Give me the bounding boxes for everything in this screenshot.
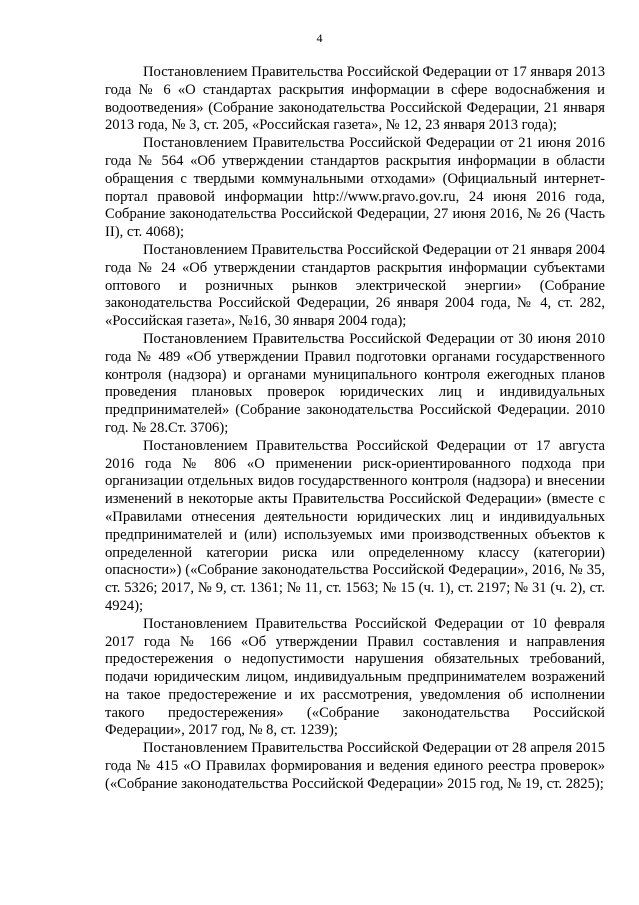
- paragraph-decree-564-2016: Постановлением Правительства Российской Федерации от 21 июня 2016 года № 564 «Об утверждении стандартов раскрытия информации в области обращения с твердыми коммунальными отходами» (Официальный интернет-портал правовой информации http://www.pravo.gov.ru, 24 июня 2016 года, Собрание законодательства Российской Федерации, 27 июня 2016, № 26 (Часть II), ст. 4068);: [105, 135, 605, 241]
- paragraph-decree-806-2016: Постановлением Правительства Российской Федерации от 17 августа 2016 года № 806 «О применении риск-ориентированного подхода при организации отдельных видов государственного контроля (надзора) и внесении изменений в некоторые акты Правительства Российской Федерации» (вместе с «Правилами отнесения деятельности юридических лиц и индивидуальных предпринимателей и (или) используемых ими производственных объектов к определенной категории риска или определенному классу (категории) опасности») («Собрание законодательства Российской Федерации», 2016, № 35, ст. 5326; 2017, № 9, ст. 1361; № 11, ст. 1563; № 15 (ч. 1), ст. 2197; № 31 (ч. 2), ст. 4924);: [105, 437, 605, 614]
- paragraph-decree-24-2004: Постановлением Правительства Российской Федерации от 21 января 2004 года № 24 «Об утверждении стандартов раскрытия информации субъектами оптового и розничных рынков электрической энергии» (Собрание законодательства Российской Федерации, 26 января 2004 года, № 4, ст. 282, «Российская газета», №16, 30 января 2004 года);: [105, 241, 605, 330]
- paragraph-decree-489-2010: Постановлением Правительства Российской Федерации от 30 июня 2010 года № 489 «Об утверждении Правил подготовки органами государственного контроля (надзора) и органами муниципального контроля ежегодных планов проведения плановых проверок юридических лиц и индивидуальных предпринимателей» (Собрание законодательства Российской Федерации. 2010 год. № 28.Ст. 3706);: [105, 330, 605, 436]
- page-number: 4: [316, 31, 323, 45]
- document-body: [105, 64, 605, 794]
- paragraph-decree-166-2017: Постановлением Правительства Российской Федерации от 10 февраля 2017 года № 166 «Об утверждении Правил составления и направления предостережения о недопустимости нарушения обязательных требований, подачи юридическим лицом, индивидуальным предпринимателем возражений на такое предостережение и их рассмотрения, уведомления об исполнении такого предостережения» («Собрание законодательства Российской Федерации», 2017 год, № 8, ст. 1239);: [105, 615, 605, 739]
- paragraph-decree-6-2013: Постановлением Правительства Российской Федерации от 17 января 2013 года № 6 «О стандартах раскрытия информации в сфере водоснабжения и водоотведения» (Собрание законодательства Российской Федерации, 21 января 2013 года, № 3, ст. 205, «Российская газета», № 12, 23 января 2013 года);: [105, 64, 605, 134]
- paragraph-decree-415-2015: Постановлением Правительства Российской Федерации от 28 апреля 2015 года № 415 «О Правилах формирования и ведения единого реестра проверок» («Собрание законодательства Российской Федерации» 2015 год, № 19, ст. 2825);: [105, 740, 605, 792]
